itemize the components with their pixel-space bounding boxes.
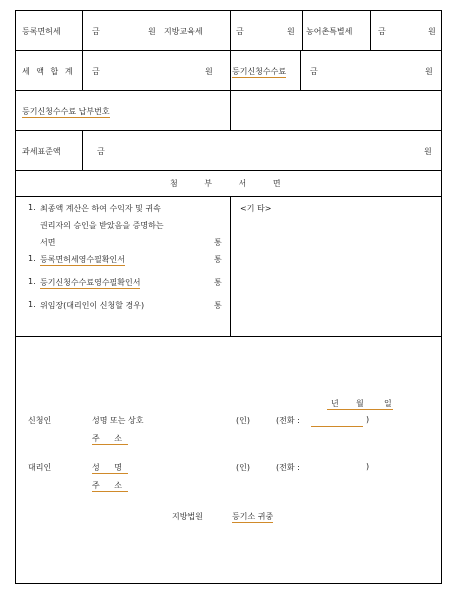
agent-seal-mark: (인) [236,463,250,472]
fee-payment-no-label: 등기신청수수료 납부번호 [22,107,110,116]
rule-v-r1-b [230,10,231,51]
applicant-name-label: 성명 또는 상호 [92,416,144,425]
rule-v-r3 [230,90,231,131]
tax-total-won-suffix: 원 [205,67,213,76]
rural-tax-won-suffix: 원 [428,27,436,36]
attach-item-3-count: 통 [214,278,222,287]
agent-phone-close: ) [366,462,370,471]
tax-base-won-suffix: 원 [424,147,432,156]
border-bottom [15,583,442,584]
attach-other-label: <기 타> [240,204,272,213]
tax-base-won-prefix: 금 [97,147,105,156]
attach-item-1-line3: 서면 [40,238,56,247]
border-top [15,10,442,11]
rule-v-r1-a [82,10,83,51]
applicant-phone-underline [311,426,363,427]
rule-v-attach [230,196,231,337]
rule-attach-bottom [15,336,442,337]
local-edu-won-suffix: 원 [287,27,295,36]
attach-item-1-bullet: 1. [28,203,36,212]
rule-v-r1-d [370,10,371,51]
attach-item-4-bullet: 1. [28,300,36,309]
applicant-seal-mark: (인) [236,416,250,425]
rule-v-r2-b [230,50,231,91]
rule-row4 [15,170,442,171]
rule-v-r4 [82,130,83,171]
agent-phone-label: (전화 : [276,463,300,472]
attach-item-3-bullet: 1. [28,277,36,286]
attach-item-4-line1: 위임장(대리인이 신청할 경우) [40,301,145,310]
applicant-phone-close: ) [366,415,370,424]
date-year: 년 [331,399,339,408]
rule-row1 [15,50,442,51]
attach-item-1-line2: 권리자의 승인을 받았음을 증명하는 [40,221,164,230]
fee-label: 등기신청수수료 [232,67,287,76]
rule-attach-header [15,196,442,197]
reg-tax-won-suffix: 원 [148,27,156,36]
tax-base-label: 과세표준액 [22,147,61,156]
tax-total-won-prefix: 금 [92,67,100,76]
agent-name-label: 성 명 [92,463,128,472]
attach-item-2-line1: 등록면허세영수필확인서 [40,255,126,264]
registry-label: 등기소 귀중 [232,512,274,521]
date-underline [327,409,393,410]
agent-label: 대리인 [28,463,52,472]
applicant-address-label: 주 소 [92,434,128,443]
attachments-header: 첨 부 서 면 [170,179,281,188]
local-edu-won-prefix: 금 [236,27,244,36]
court-label: 지방법원 [172,512,203,521]
agent-address-label: 주 소 [92,481,128,490]
rule-row2 [15,90,442,91]
tax-total-label: 세 액 합 계 [22,67,75,76]
border-left [15,10,16,584]
attach-item-1-line1: 최종액 계산은 하여 수익자 및 귀속 [40,204,161,213]
border-right [441,10,442,584]
rural-tax-won-prefix: 금 [378,27,386,36]
attach-item-2-bullet: 1. [28,254,36,263]
attach-item-2-count: 통 [214,255,222,264]
attach-item-4-count: 통 [214,301,222,310]
local-edu-tax-label: 지방교육세 [164,27,203,36]
reg-tax-label: 등록면허세 [22,27,61,36]
fee-won-suffix: 원 [425,67,433,76]
attach-item-3-line1: 등기신청수수료영수필확인서 [40,278,141,287]
date-day: 일 [384,399,392,408]
fee-won-prefix: 금 [310,67,318,76]
rule-v-r1-c [302,10,303,51]
rule-v-r2-a [82,50,83,91]
rural-tax-label: 농어촌특별세 [306,27,353,36]
attach-item-1-count: 통 [214,238,222,247]
rule-v-r2-c [300,50,301,91]
reg-tax-won-prefix: 금 [92,27,100,36]
date-month: 월 [356,399,364,408]
applicant-label: 신청인 [28,416,52,425]
rule-row3 [15,130,442,131]
applicant-phone-label: (전화 : [276,416,300,425]
